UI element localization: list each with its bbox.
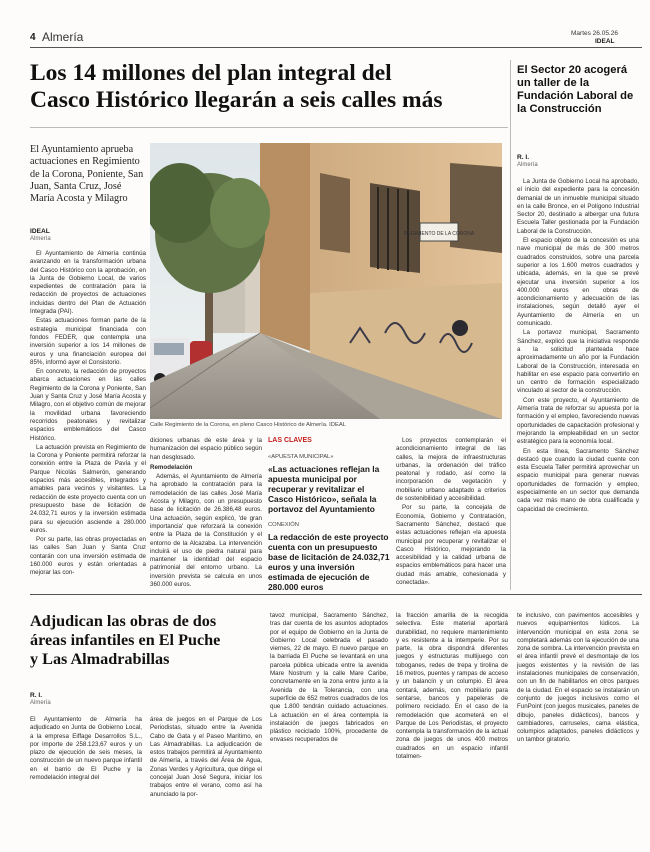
bottom-headline-line1: Adjudican las obras de dos (30, 612, 217, 630)
main-author: IDEAL (30, 228, 50, 235)
sidebar-author: R. I. (517, 154, 530, 161)
las-claves-label: LAS CLAVES (268, 437, 312, 444)
bottom-paragraph: te inclusivo, con pavimentos accesibles y nuevos equipamientos lúdicos. La intervención municipal en esta zona se completará además con la ejecución de una zona de sombra. La intervención prevista en el área infantil prevé el desmontaje de los juegos existentes y la revisión de las instalaciones municipales de conservación, con un fin de habilitarlos en otros parques de la ciudad. En el espacio se instalarán un conjunto de juegos inclusivos como el FunPoint (con juegos musicales, paneles de dibujo, paneles didácticos), bancos y cambiadores, carruseles, cama elástica, columpios adaptados, paneles didácticos y un tambor giratorio. (517, 612, 639, 744)
sidebar-byline (517, 154, 538, 168)
las-claves-attribution: «APUESTA MUNICIPAL» (268, 454, 334, 460)
main-location: Almería (30, 236, 51, 242)
main-column-4 (396, 437, 506, 587)
main-paragraph: El Ayuntamiento de Almería continúa avanzando en la transformación urbana del Casco Histórico con la aprobación, en la Junta de Gobierno Local, de varios expedientes de contratación para la redacción de proyectos de actuaciones incluidas dentro del Plan de Actuación Integrada (PAI). (30, 250, 146, 316)
sidebar-text (517, 178, 639, 588)
bottom-paragraph: la fracción amarilla de la recogida selectiva. Este material aportará durabilidad, no requiere mantenimiento y es resistente a la intemperie. Por su parte, la obra dispondrá diferentes juegos y estructuras multijuego con toboganes, redes de trepa y tirolina de 16 metros, puentes y rampas de acceso y un balancín y un columpio. El área contará, además, con mobiliario para sentarse, bancos y papeleras de polímero reciclado. En el caso de la remodelación que acometerá en el Parque de Los Periodistas, el proyecto contempla la transformación de la actual zona de juegos de unos 400 metros cuadrados en un espacio infantil totalmen- (396, 612, 508, 761)
section-name: Almería (42, 30, 84, 44)
main-headline-line1: Los 14 millones del plan integral del (30, 60, 392, 86)
sidebar-headline: El Sector 20 acogerá un taller de la Fundación Laboral de la Construcción (517, 64, 634, 115)
main-column-1 (30, 250, 146, 588)
sidebar-paragraph: La Junta de Gobierno Local ha aprobado, el inicio del expediente para la concesión demanial de un inmueble municipal situado en la calle Bronce, en el Polígono Industrial Sector 20, destinado a albergar una futura Escuela Taller gestionada por la Fundación Laboral de la Construcción. (517, 178, 639, 235)
photo-caption: Calle Regimiento de la Corona, en pleno Casco Histórico de Almería. IDEAL (150, 422, 346, 428)
las-claves-quote: «Las actuaciones reflejan la apuesta municipal por recuperar y revitalizar el Casco Histórico», señala la portavoz del Ayuntamiento (268, 464, 380, 514)
main-paragraph: diciones urbanas de este área y la humanización del espacio público según han desglosado. (150, 437, 262, 461)
street-photo (150, 143, 502, 419)
page-number: 4 (30, 32, 36, 43)
main-headline-line2: Casco Histórico llegarán a seis calles más (30, 87, 443, 113)
bottom-author: R. I. (30, 692, 43, 699)
main-paragraph: En concreto, la redacción de proyectos abarca actuaciones en las calles Regimiento de la Corona y Poniente, San Juan y Santa Cruz y José María Acosta y Milagro, con el objetivo común de mejorar la movilidad urbana favoreciendo recorridos peatonales y revitalizar espacios emblemáticos del Casco Histórico. (30, 368, 146, 442)
main-subhead: El Ayuntamiento aprueba actuaciones en Regimiento de la Corona, Poniente, San Juan, Santa Cruz, José María Acosta y Milagro (30, 144, 144, 205)
bottom-section-rule (30, 594, 642, 595)
main-paragraph: Por su parte, las obras proyectadas en las calles San Juan y Santa Cruz contarán con una inversión estimada de 160.000 euros y están orientadas a mejorar las con- (30, 536, 146, 577)
las-claves-label-2: CONEXIÓN (268, 522, 299, 528)
las-claves-box (268, 437, 390, 592)
sidebar-divider (510, 60, 511, 590)
header-rule (30, 47, 642, 48)
main-paragraph: La actuación prevista en Regimiento de la Corona y Poniente permitirá reforzar la conexión entre la Plaza de Pavía y el Parque Nicolás Salmerón, generando espacios más accesibles, integrados y amables para vecinos y visitantes. La redacción de este proyecto cuenta con un presupuesto base de licitación de 24.032,71 euros y la inversión estimada para su ejecución asciende a 280.000 euros. (30, 443, 146, 534)
publication-name: IDEAL (595, 38, 615, 45)
bottom-column-3 (270, 612, 388, 840)
bottom-column-1 (30, 716, 142, 840)
bottom-headline (30, 612, 240, 669)
street-photo-illustration (150, 143, 502, 419)
bottom-location: Almería (30, 700, 51, 706)
photo-street-sign: REGIMIENTO DE LA CORONA (403, 231, 475, 237)
bottom-column-5 (517, 612, 639, 840)
bottom-paragraph: área de juegos en el Parque de Los Periodistas, situado entre la Avenida Cabo de Gata y el Paseo Marítimo, en Las Almadrabillas. La adjudicación de estos trabajos permitirá al Ayuntamiento de Almería, a través del Área de Agua, Zonas Verdes y Agricultura, que dirige el concejal Juan José Segura, iniciar los trabajos entre el verano, como así ha anunciado la por- (150, 716, 262, 798)
remodelacion-subheading: Remodelación (150, 463, 193, 471)
main-column-2 (150, 437, 262, 587)
main-headline (30, 60, 510, 114)
bottom-paragraph: tavoz municipal, Sacramento Sánchez, tras dar cuenta de los asuntos adoptados por el equipo de Gobierno en la Junta de Gobierno Local celebrada el pasado viernes, 22 de mayo. El nuevo parque en la barriada El Puche se levantará en una parcela pública ubicada entre la avenida Mare Nostrum y la calle Mare Caribe, concretamente en la zona entre junto a la Avenida de la Tolerancia, con una superficie de 652 metros cuadrados de los que 1.800 tendrán cuidado actuaciones. La actuación en el área contempla la instalación de juegos fabricados en plástico reciclado 100%, procedente de envases recuperados de (270, 612, 388, 744)
issue-date: Martes 26.05.26 (571, 30, 618, 37)
bottom-headline-line2: áreas infantiles en El Puche (30, 631, 221, 649)
sidebar-paragraph: Con este proyecto, el Ayuntamiento de Almería trata de reforzar su apuesta por la formación y el empleo, favoreciendo nuevas oportunidades de capacitación profesional y mejorando la empleabilidad en un sector estratégico para la economía local. (517, 396, 639, 446)
las-claves-fact: La redacción de este proyecto cuenta con un presupuesto base de licitación de 24.032,71 euros y una inversión estimada de ejecución de 280.000 euros (268, 532, 390, 592)
sidebar-location: Almería (517, 162, 538, 168)
bottom-column-4 (396, 612, 508, 840)
main-paragraph: Estas actuaciones forman parte de la estrategia municipal financiada con fondos FEDER, que contempla una inversión superior a los 14 millones de euros y una financiación europea del 85%, informó ayer el Consistorio. (30, 317, 146, 366)
bottom-paragraph: El Ayuntamiento de Almería ha adjudicado en Junta de Gobierno Local, a la empresa Eiffage Desarrollos S.L., por importe de 258.123,67 euros y un plazo de ejecución de seis meses, la construcción de un nuevo parque infantil en el barrio de El Puche y la remodelación integral del (30, 716, 142, 782)
headline-rule (30, 127, 508, 128)
main-paragraph: Además, el Ayuntamiento de Almería ha aprobado la contratación para la remodelación de las calles José María Acosta y Milagro, con un presupuesto base de licitación de 26.386,48 euros. Una actuación, según explicó, 'de gran importancia' que reforzará la conexión entre la Plaza de la Constitución y el entorno de la Alcazaba. La intervención incluirá el uso de piedra natural para mantener la identidad del espacio patrimonial del entorno urbano. La inversión prevista se calcula en unos 360.000 euros. (150, 473, 262, 587)
main-paragraph: Por su parte, la concejala de Economía, Gobierno y Contratación, Sacramento Sánchez, destacó que estas actuaciones reflejan «la apuesta municipal por recuperar y revitalizar el Casco Histórico, mejorando la accesibilidad y la calidad urbana de espacios emblemáticos para hacer una ciudad más amable, cohesionada y conectada». (396, 504, 506, 587)
sidebar-paragraph: En esta línea, Sacramento Sánchez destacó que cuando la ciudad cuente con esta Escuela Taller permitirá aprovechar un espacio municipal para generar nuevas oportunidades de formación y empleo, especialmente en un sector que demanda cada vez más mano de obra cualificada y capacidad de crecimiento. (517, 447, 639, 513)
sidebar-paragraph: El espacio objeto de la concesión es una nave municipal de más de 300 metros cuadrados construidos, sobre una parcela superior a los 1.600 metros cuadrados y ubicada, además, en la que se prevé ejecutar una inversión superior a los 400.000 euros en obras de acondicionamiento y adecuación de las instalaciones, según detalló ayer el Ayuntamiento de Almería en un comunicado. (517, 237, 639, 328)
main-byline (30, 228, 51, 242)
bottom-byline (30, 692, 51, 706)
bottom-column-2 (150, 716, 262, 840)
main-paragraph: Los proyectos contemplarán el acondicionamiento integral de las calles, la mejora de infraestructuras urbanas, la ordenación del tráfico peatonal y rodado, así como la incorporación de vegetación y mobiliario urbano adaptado a criterios de sostenibilidad y accesibilidad. (396, 437, 506, 503)
bottom-headline-line3: y Las Almadrabillas (30, 650, 170, 668)
sidebar-paragraph: La portavoz municipal, Sacramento Sánchez, explicó que la iniciativa responde a la solicitud planteada hace aproximadamente un año por la Fundación Laboral de la Construcción, interesada en habilitar en ese espacio para convertirlo en un centro de formación especializado vinculado al sector de la construcción. (517, 329, 639, 395)
